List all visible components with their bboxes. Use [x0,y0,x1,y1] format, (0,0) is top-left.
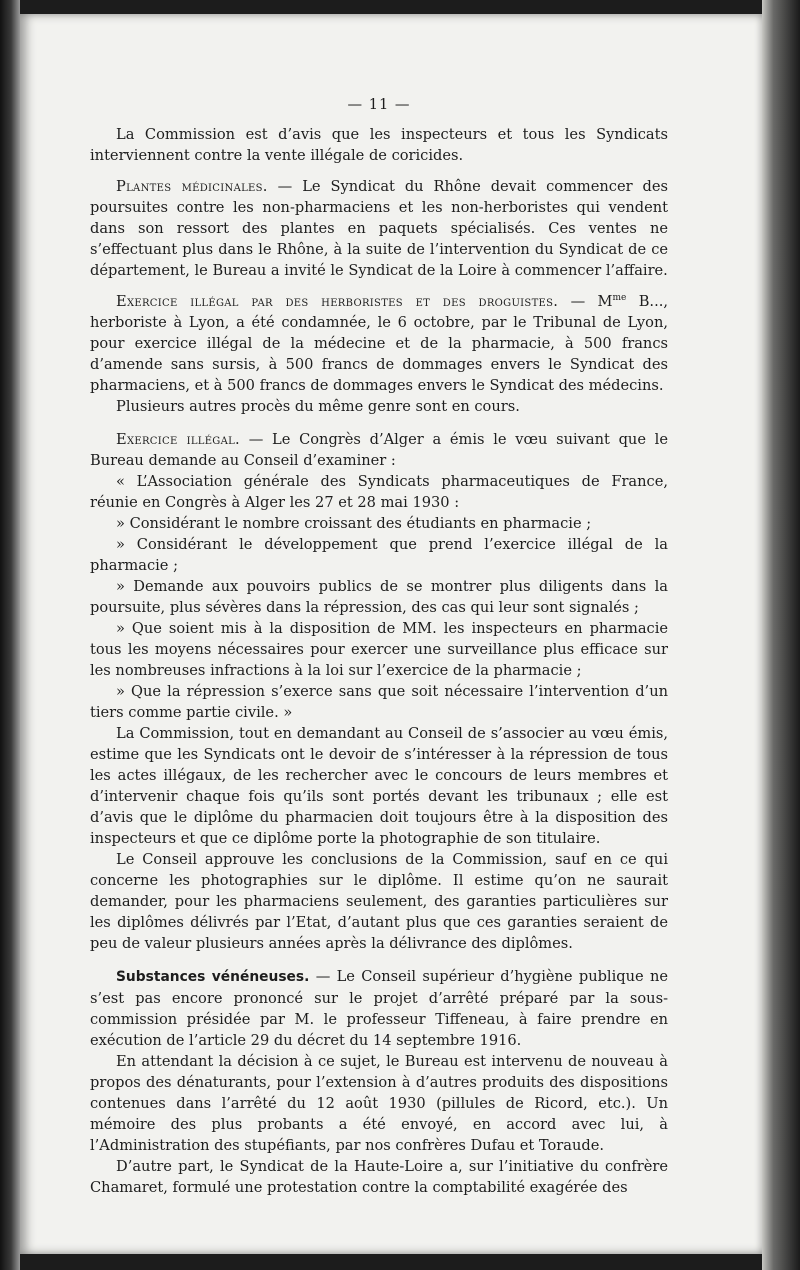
text-plantes-medicinales: — Le Syndicat du Rhône devait commencer des poursuites contre les non-pharmaciens et les non-herboristes qui vendent dans son ressort des plantes en paquets spécialisés. Ces ventes ne s’effectuant plus dans le Rhône, à la suite de l’intervention du Syndicat de ce département, le Bureau a invité le Syndicat de la Loire à commencer l’affaire. [90,178,668,279]
paragraph-exercice-herboristes [90,291,668,396]
paragraph-exercice-illegal [90,429,668,471]
voeu-line: « L’Association générale des Syndicats pharmaceutiques de France, réunie en Congrès à Alger les 27 et 28 mai 1930 : [90,473,668,511]
paragraph-autres-proces: Plusieurs autres procès du même genre sont en cours. [116,398,520,415]
heading-plantes-medicinales: Plantes médicinales. [116,178,268,195]
text-exercice-illegal: — Le Congrès d’Alger a émis le vœu suivant que le Bureau demande au Conseil d’examiner : [90,431,668,469]
page-number: — 11 — [347,96,411,113]
paragraph-commission-coricides: La Commission est d’avis que les inspecteurs et tous les Syndicats interviennent contre la vente illégale de coricides. [90,126,668,164]
superscript-madame: me [612,293,627,304]
voeu-line: » Que la répression s’exerce sans que soit nécessaire l’intervention d’un tiers comme partie civile. » [90,683,668,721]
page-right-edge [762,0,800,1270]
paragraph-autre-part: D’autre part, le Syndicat de la Haute-Loire a, sur l’initiative du confrère Chamaret, formulé une protestation contre la comptabilité exagérée des [90,1158,668,1196]
page-text [90,94,668,1198]
paragraph-substances-veneneuses [90,966,668,1051]
book-spine-shadow [0,0,20,1270]
paragraph-en-attendant: En attendant la décision à ce sujet, le Bureau est intervenu de nouveau à propos des dénaturants, pour l’extension à d’autres produits des dispositions contenues dans l’arrêté du 12 août 1930 (pillules de Ricord, etc.). Un mémoire des plus probants a été envoyé, en accord avec lui, à l’Administration des stupéfiants, par nos confrères Dufau et Toraude. [90,1053,668,1154]
paragraph-conseil-approuve: Le Conseil approuve les conclusions de la Commission, sauf en ce qui concerne les photographies sur le diplôme. Il estime qu’on ne saurait demander, pour les pharmaciens seulement, des garanties particulières sur les diplômes délivrés par l’Etat, d’autant plus que ces garanties seraient de peu de valeur plusieurs années après la délivrance des diplômes. [90,851,668,952]
voeu-line: » Considérant le développement que prend l’exercice illégal de la pharmacie ; [90,536,668,574]
paragraph-plantes-medicinales [90,176,668,281]
dash-exercice-herboristes: — M [558,293,613,310]
heading-substances-veneneuses: Substances vénéneuses. [116,969,310,985]
voeu-line: » Considérant le nombre croissant des étudiants en pharmacie ; [116,515,592,532]
paragraph-commission-voeu: La Commission, tout en demandant au Conseil de s’associer au vœu émis, estime que les Syndicats ont le devoir de s’intéresser à la répression de tous les actes illégaux, de les rechercher avec le concours de leurs membres et d’intervenir chaque fois qu’ils sont portés devant les tribunaux ; elle est d’avis que le diplôme du pharmacien doit toujours être à la disposition des inspecteurs et que ce diplôme porte la photographie de son titulaire. [90,725,668,847]
text-substances-veneneuses: — Le Conseil supérieur d’hygiène publique ne s’est pas encore prononcé sur le projet d’arrêté préparé par la sous-commission présidée par M. le professeur Tiffeneau, à faire prendre en exécution de l’article 29 du décret du 14 septembre 1916. [90,968,668,1049]
heading-exercice-herboristes: Exercice illégal par des herboristes et des droguistes. [116,293,559,310]
voeu-line: » Que soient mis à la disposition de MM. les inspecteurs en pharmacie tous les moyens nécessaires pour exercer une surveillance plus efficace sur les nombreuses infractions à la loi sur l’exercice de la pharmacie ; [90,620,668,679]
heading-exercice-illegal: Exercice illégal. [116,431,240,448]
voeu-line: » Demande aux pouvoirs publics de se montrer plus diligents dans la poursuite, plus sévères dans la répression, des cas qui leur sont signalés ; [90,578,668,616]
text-exercice-herboristes: B..., herboriste à Lyon, a été condamnée, le 6 octobre, par le Tribunal de Lyon, pour exercice illégal de la médecine et de la pharmacie, à 500 francs d’amende sans sursis, à 500 francs de dommages envers le Syndicat des pharmaciens, et à 500 francs de dommages envers le Syndicat des médecins. [90,293,668,394]
